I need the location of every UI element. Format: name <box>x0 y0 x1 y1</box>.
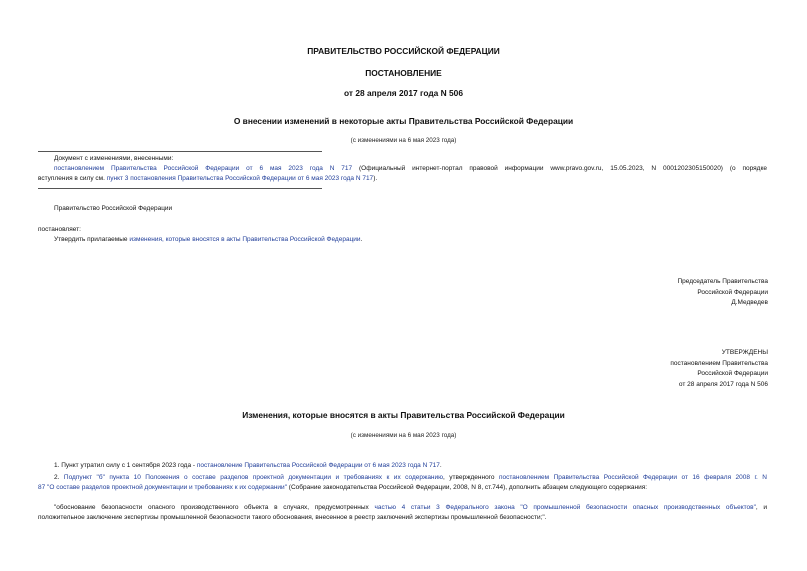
quote-line-2: положительное заключение экспертизы промышленной безопасности такого обоснования, внесенное в реестр заключений экспертизы промышленной безопасности;". <box>38 514 547 521</box>
changes-line-2 <box>38 174 377 184</box>
changes-intro: Документ с изменениями, внесенными: <box>54 155 174 162</box>
doc-type-heading: ПОСТАНОВЛЕНИЕ <box>365 68 442 78</box>
item-1 <box>54 461 442 471</box>
approve-line <box>54 235 362 245</box>
link-clause-3[interactable]: пункт 3 постановления Правительства Российской Федерации от 6 мая 2023 года N 717 <box>106 175 374 182</box>
changes-text-2: вступления в силу см. <box>38 175 107 182</box>
revision-note: (с изменениями на 6 мая 2023 года) <box>350 137 457 144</box>
resolves-text: постановляет: <box>38 226 81 233</box>
item-2-text-1: , утвержденного <box>443 474 499 481</box>
link-resolution-87-title[interactable]: 87 "О составе разделов проектной документации и требованиях к их содержании" <box>38 484 287 491</box>
item-2-line-2 <box>38 483 647 493</box>
quote-text-1: "обоснование безопасности опасного производственного объекта в случаях, предусмотренных <box>54 504 375 511</box>
changes-text-1: (Официальный интернет-портал правовой информации www.pravo.gov.ru, 15.05.2023, N 0001202305150020) (о порядке <box>352 165 768 172</box>
approved-line-4: от 28 апреля 2017 года N 506 <box>678 380 768 388</box>
signature-line-1: Председатель Правительства <box>677 278 768 285</box>
link-changes[interactable]: изменения, которые вносятся в акты Правительства Российской Федерации <box>129 236 361 243</box>
government-text: Правительство Российской Федерации <box>54 205 173 212</box>
signature-line-2: Российской Федерации <box>697 288 768 296</box>
divider-top <box>38 151 322 152</box>
approved-line-2: постановлением Правительства <box>670 359 768 367</box>
link-item-1[interactable]: постановление Правительства Российской Федерации от 6 мая 2023 года N 717 <box>196 462 440 469</box>
changes-text-3: ). <box>373 175 378 182</box>
link-federal-law[interactable]: частью 4 статьи 3 Федерального закона "О промышленной безопасности опасных производственных объектов" <box>374 504 756 511</box>
divider-bottom <box>38 188 322 189</box>
annex-title: Изменения, которые вносятся в акты Правительства Российской Федерации <box>242 410 565 420</box>
document-title: О внесении изменений в некоторые акты Правительства Российской Федерации <box>233 116 574 126</box>
link-resolution-87[interactable]: постановлением Правительства Российской Федерации от 16 февраля 2008 г. N <box>499 474 767 481</box>
item-1-text: 1. Пункт утратил силу с 1 сентября 2023 года - <box>54 462 197 469</box>
approve-end: . <box>360 236 363 243</box>
item-2-prefix: 2. <box>54 474 64 481</box>
quote-text-2: , и <box>755 504 768 511</box>
approved-block <box>670 348 768 390</box>
approved-line-1: УТВЕРЖДЕНЫ <box>721 349 768 356</box>
approve-text: Утвердить прилагаемые <box>54 236 130 243</box>
changes-line-1 <box>54 164 767 174</box>
approved-line-3: Российской Федерации <box>697 370 768 377</box>
item-2-text-2: (Собрание законодательства Российской Федерации, 2008, N 8, ст.744), дополнить абзацем следующего содержания: <box>287 484 648 491</box>
org-heading: ПРАВИТЕЛЬСТВО РОССИЙСКОЙ ФЕДЕРАЦИИ <box>307 46 500 56</box>
signature-line-3: Д.Медведев <box>731 299 768 306</box>
link-resolution-717[interactable]: постановлением Правительства Российской Федерации от 6 мая 2023 года N 717 <box>54 165 353 172</box>
link-subclause-b[interactable]: Подпункт "б" пункта 10 Положения о составе разделов проектной документации и требованиях к их содержанию <box>63 474 444 481</box>
item-2-line-1 <box>54 473 767 483</box>
item-1-end: . <box>439 462 442 469</box>
annex-revision-note: (с изменениями на 6 мая 2023 года) <box>350 432 457 439</box>
quote-line-1 <box>54 503 767 513</box>
date-number-heading: от 28 апреля 2017 года N 506 <box>344 88 463 98</box>
signature-block <box>677 277 768 309</box>
